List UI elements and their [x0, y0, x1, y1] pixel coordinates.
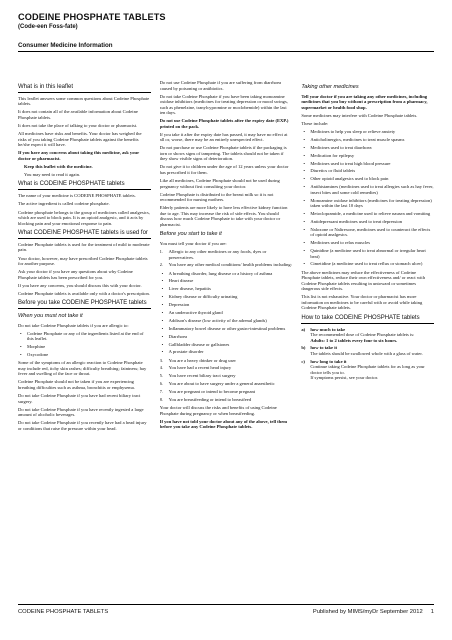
list-item: • Addison's disease (low activity of the adrenal glands) — [160, 318, 293, 324]
footer-title: CODEINE PHOSPHATE TABLETS — [18, 609, 109, 615]
paragraph: This list is not exhaustive. Your doctor or pharmacist has more information on medicines to be careful with or avoid while taking Codeine Phosphate tablets. — [301, 294, 423, 311]
list-item: • Inflammatory bowel disease or other gastro-intestinal problems — [160, 326, 293, 332]
paragraph: Some medicines may interfere with Codeine Phosphate tablets. — [301, 112, 418, 118]
paragraph: Do not use Codeine Phosphate if you are suffering from diarrhoea caused by poisoning or antibiotics. — [159, 80, 282, 91]
paragraph: It does not take the place of talking to your doctor or pharmacist. — [18, 123, 138, 129]
paragraph: Your doctor will discuss the risks and benefits of using Codeine Phosphate during pregnancy or when breastfeeding. — [159, 405, 277, 416]
list-item: • Cimetidine (a medicine used to treat reflux or stomach ulcer) — [301, 261, 434, 267]
title-block — [18, 12, 434, 52]
paragraph: Like all medicines, Codeine Phosphate should not be used during pregnancy without first consulting your doctor. — [159, 178, 280, 189]
paragraph: All medicines have risks and benefits. Your doctor has weighed the risks of you taking Codeine Phosphate tablets against the benefits he/she expect it will have. — [18, 131, 142, 148]
column-2 — [160, 80, 293, 604]
list-item: • An underactive thyroid gland — [160, 310, 293, 316]
list-item: • Quinidine (a medicine used to treat abnormal or irregular heart beat) — [301, 248, 434, 259]
paragraph: The above medicines may reduce the effectiveness of Codeine Phosphate tablets, reduce their own effectiveness and/ or react with Codeine Phosphate tablets resulting in untoward or sometimes dangerous side effects. — [301, 269, 425, 292]
paragraph: If you have any concerns, you should discuss this with your doctor. — [18, 282, 142, 288]
paragraph: This leaflet answers some common questions about Codeine Phosphate tablets. — [18, 95, 150, 107]
list-item — [160, 262, 293, 268]
section-heading: What is CODEINE PHOSPHATE tablets — [18, 181, 151, 190]
subsection-heading: Taking other medicines — [301, 84, 359, 90]
document-subtitle: (Code-een Foss-fate) — [18, 24, 78, 30]
footer-publisher-group — [313, 609, 434, 615]
paragraph: These include: — [301, 120, 329, 126]
list-item: • Oxycodone — [18, 352, 151, 358]
bullet-list — [160, 271, 293, 355]
list-item-text: You have recent biliary tract surgery — [168, 373, 236, 379]
section-heading: What is in this leaflet — [18, 84, 151, 93]
list-item: • Medicines used to treat high blood pressure — [301, 161, 434, 167]
numbered-list — [160, 249, 293, 268]
paragraph: Do not give it to children under the age of 12 years unless your doctor has prescribed it for them. — [159, 164, 289, 175]
paragraph: It does not contain all of the available information about Codeine Phosphate tablets. — [18, 109, 138, 120]
paragraph: Codeine Phosphate is distributed to the breast milk so it is not recommended for nursing mothers. — [159, 191, 274, 203]
paragraph: Codeine Phosphate should not be taken if you are experiencing breathing difficulties such as asthma, bronchitis or emphysema. — [18, 379, 135, 390]
list-item: • A breathing disorder, lung disease or a history of asthma — [160, 271, 293, 277]
list-item: • Codeine Phosphate or any of the ingredients listed at the end of this leaflet. — [18, 331, 151, 342]
list-item — [160, 373, 293, 379]
list-item — [160, 389, 293, 395]
bold-paragraph: If you have not told your doctor about any of the above, tell them before you take any Codeine Phosphate tablets. — [159, 418, 288, 430]
list-item: • Naloxone or Naltrexone, medicines used to counteract the effects of opioid analgesics. — [301, 227, 434, 238]
list-item: • Antihistamines (medicines used to treat allergies such as hay fever, insect bites and some cold remedies) — [301, 184, 434, 195]
list-item — [160, 397, 293, 403]
subsection-heading: When you must not take it — [18, 313, 83, 320]
list-item-text: You have any other medical conditions/ health problems including: — [168, 262, 292, 268]
list-item — [160, 365, 293, 371]
numbered-list — [160, 358, 293, 403]
dosage-item-bold-text: Adults: 1 to 2 tablets every four to six hours. — [310, 337, 398, 343]
list-item: • Depression — [160, 302, 293, 308]
document-title: CODEINE PHOSPHATE TABLETS — [18, 12, 166, 22]
dosage-item-heading: how to take it — [310, 345, 338, 351]
list-item: • Diuretics or fluid tablets — [301, 168, 434, 174]
list-number: 5. — [159, 373, 164, 379]
list-item: • Medicines used to relax muscles — [301, 240, 434, 246]
list-number: 4. — [159, 365, 164, 371]
list-number: 8. — [159, 396, 164, 402]
paragraph: Do not take Codeine Phosphate if you recently have had a head injury or conditions that raise the pressure within your head. — [18, 420, 147, 431]
list-item: • Medicines used to treat diarrhoea — [301, 145, 434, 151]
list-item: • Anticholinergics, medicines to treat muscle spasms — [301, 137, 434, 143]
bullet-list — [18, 331, 151, 358]
list-item: • Heart disease — [160, 278, 293, 284]
bold-paragraph: Tell your doctor if you are taking any other medicines, including medicines that you buy without a prescription from a pharmacy, supermarket or health food shop. — [301, 93, 428, 110]
dosage-item-text: The recommended dose of Codeine Phosphate tablets is: — [310, 332, 415, 338]
list-item: • Kidney disease or difficulty urinating — [160, 294, 293, 300]
dosage-item-text: Continue taking Codeine Phosphate tablets for as long as your doctor tells you to. — [310, 364, 425, 375]
list-item: • Morphine — [18, 344, 151, 350]
list-item: • Gallbladder disease or gallstones — [160, 342, 293, 348]
list-item-text: Allergic to any other medicines or any foods, dyes or preservatives. — [168, 249, 267, 260]
section-heading: How to take CODEINE PHOSPHATE tablets — [301, 315, 434, 324]
bullet-list — [301, 129, 434, 267]
dosage-item — [301, 345, 434, 356]
paragraph: Do not take Codeine Phosphate if you have recently ingested a large amount of alcoholic beverages. — [18, 406, 144, 418]
list-item: • Other opioid analgesics used to block pain — [301, 176, 434, 182]
list-item: • Monoamine oxidase inhibitors (medicines for treating depression) taken within the last 10 days — [301, 198, 434, 209]
paragraph: Do not take Codeine Phosphate if you have had recent biliary tract surgery. — [18, 393, 141, 404]
dosage-item — [301, 359, 434, 381]
column-1 — [18, 80, 151, 604]
paragraph: Some of the symptoms of an allergic reaction to Codeine Phosphate may include red, itchy skin rashes; difficulty breathing; faintness; hay fever and swelling of the face or throat. — [18, 360, 147, 377]
bold-paragraph: Do not use Codeine Phosphate tablets after the expiry date (EXP.) printed on the pack. — [159, 118, 289, 129]
list-item: • Medication for epilepsy — [301, 153, 434, 159]
paragraph: Codeine Phosphate tablets is used for the treatment of mild to moderate pain. — [18, 241, 150, 253]
dosage-item-label: a) — [301, 326, 306, 332]
list-item — [160, 381, 293, 387]
content-columns — [18, 80, 434, 604]
section-title: Consumer Medicine Information — [18, 42, 434, 52]
list-item — [160, 358, 293, 364]
footer-publisher: Published by MIMS/myDr September 2012 — [312, 609, 423, 615]
list-item: • Medicines to help you sleep or relieve anxiety — [301, 129, 434, 135]
page-footer — [18, 604, 434, 615]
dosage-item-heading: how much to take — [310, 326, 346, 332]
dosage-item-label: c) — [301, 358, 305, 364]
column-3 — [301, 80, 434, 604]
paragraph: Do not take Codeine Phosphate if you have been taking monoamine oxidase inhibitors (medicines for treating depression or mood swings, such as phenelzine, tranylcypromine or moclobemide) within the last ten days. — [159, 93, 288, 116]
list-number: 1. — [159, 249, 164, 255]
paragraph: If you take it after the expiry date has passed, it may have no effect at all or, worse, there may be an entirely unexpected effect. — [159, 131, 288, 143]
page-number: 1 — [430, 609, 434, 615]
list-item: • A prostate disorder — [160, 349, 293, 355]
paragraph: Elderly patients are more likely to have less effective kidney function due to age. This may increase the risk of side effects. You should discuss how much Codeine Phosphate to take with your doctor or pharmacist. — [159, 205, 288, 227]
subsection-heading: Before you start to take it — [159, 231, 222, 238]
list-item-text: You are a heavy drinker or drug user — [168, 357, 236, 363]
list-item: • Metoclopramide, a medicine used to relieve nausea and vomiting — [301, 211, 434, 217]
bold-indented-paragraph: Keep this leaflet with the medicine. — [24, 163, 93, 169]
list-item-text: You have had a recent head injury — [168, 365, 232, 371]
list-number: 7. — [159, 389, 164, 395]
section-heading: What CODEINE PHOSPHATE tablets is used for — [18, 230, 151, 239]
dosage-item-text: The tablets should be swallowed whole with a glass of water. — [310, 350, 423, 356]
paragraph: The name of your medicine is CODEINE PHOSPHATE tablets. — [18, 193, 136, 199]
list-item-text: You are breastfeeding or intend to breastfeed — [168, 396, 252, 402]
paragraph: Codeine Phosphate tablets is available only with a doctor's prescription. — [18, 290, 150, 296]
dosage-item-heading: how long to take it — [310, 358, 347, 364]
dosage-item-text: If symptoms persist, see your doctor. — [310, 375, 379, 381]
indented-paragraph: You may need to read it again. — [24, 171, 81, 177]
dosage-list — [301, 327, 434, 381]
list-item: • Diarrhoea — [160, 334, 293, 340]
paragraph: Codeine phosphate belongs to the group of medicines called analgesics, which are used to block pain. It is an opioid analgesic, and it acts by blocking pain and your emotional response to pain. — [18, 209, 150, 226]
paragraph: The active ingredient is called codeine phosphate. — [18, 201, 110, 207]
dosage-item-label: b) — [301, 345, 306, 351]
list-number: 2. — [159, 262, 164, 268]
list-item: • Liver disease, hepatitis — [160, 286, 293, 292]
list-number: 6. — [159, 381, 164, 387]
paragraph: Ask your doctor if you have any questions about why Codeine Phosphate tablets has been prescribed for you. — [18, 269, 133, 280]
paragraph: Do not take Codeine Phosphate tablets if you are allergic to: — [18, 322, 129, 328]
list-item-text: You are about to have surgery under a general anaesthetic — [168, 381, 275, 387]
section-heading: Before you take CODEINE PHOSPHATE tablets — [18, 300, 151, 309]
paragraph: You must tell your doctor if you are: — [159, 240, 227, 246]
list-item-text: You are pregnant or intend to become pregnant — [168, 389, 256, 395]
list-item — [160, 249, 293, 260]
bold-paragraph: If you have any concerns about taking this medicine, ask your doctor or pharmacist. — [18, 150, 140, 161]
paragraph: Your doctor, however, may have prescribed Codeine Phosphate tablets for another purpose. — [18, 255, 148, 267]
list-number: 3. — [159, 357, 164, 363]
list-item: • Antidepressant medicines used to treat depression — [301, 219, 434, 225]
dosage-item — [301, 327, 434, 344]
paragraph: Do not purchase or use Codeine Phosphate tablets if the packaging is torn or shows signs of tampering. The tablets should not be taken if they show visible signs of deterioration. — [159, 145, 287, 162]
